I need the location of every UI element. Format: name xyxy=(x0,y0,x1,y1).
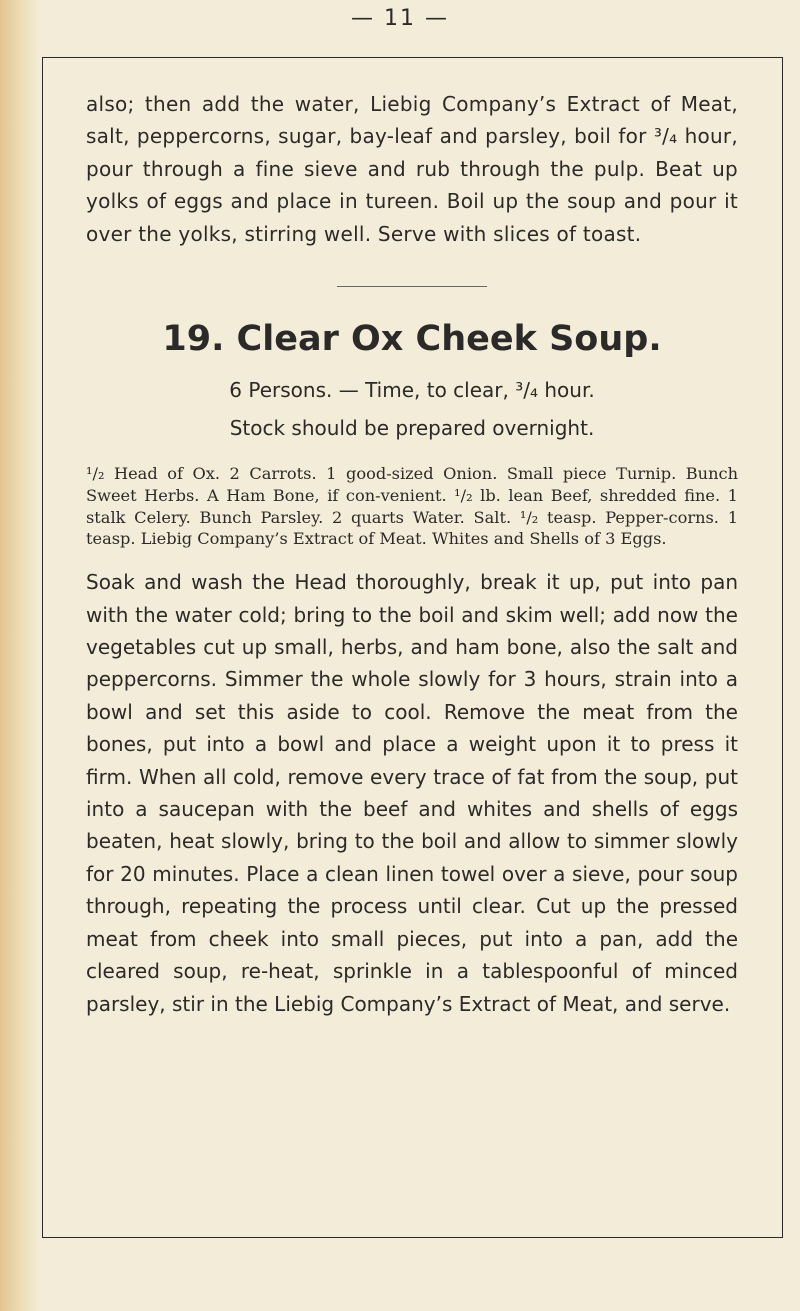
intro-paragraph: also; then add the water, Liebig Company’s Extract of Meat, salt, peppercorns, sugar, bay-leaf and parsley, boil for ³/₄ hour, pour through a fine sieve and rub through the pulp. Beat up yolks of eggs and place in tureen. Boil up the soup and pour it over the yolks, stirring well. Serve with slices of toast. xyxy=(86,92,738,246)
servings-and-time: 6 Persons. — Time, to clear, ³/₄ hour. xyxy=(229,378,595,403)
page-content xyxy=(86,88,738,1020)
page-number: — 11 — xyxy=(351,6,449,31)
recipe-title: 19. Clear Ox Cheek Soup. xyxy=(162,319,662,360)
page-edge-shading xyxy=(0,0,40,1311)
section-divider xyxy=(337,286,487,287)
method-paragraph: Soak and wash the Head thoroughly, break it up, put into pan with the water cold; bring to the boil and skim well; add now the vegetables cut up small, herbs, and ham bone, also the salt and peppercorns. Simmer the whole slowly for 3 hours, strain into a bowl and set this aside to cool. Remove the meat from the bones, put into a bowl and place a weight upon it to press it firm. When all cold, remove every trace of fat from the soup, put into a saucepan with the beef and whites and shells of eggs beaten, heat slowly, bring to the boil and allow to simmer slowly for 20 minutes. Place a clean linen towel over a sieve, pour soup through, repeating the process until clear. Cut up the pressed meat from cheek into small pieces, put into a pan, add the cleared soup, re-heat, sprinkle in a tablespoonful of minced parsley, stir in the Liebig Company’s Extract of Meat, and serve. xyxy=(86,570,738,1016)
preparation-note: Stock should be prepared overnight. xyxy=(229,416,595,441)
ingredients-list: ¹/₂ Head of Ox. 2 Carrots. 1 good-sized Onion. Small piece Turnip. Bunch Sweet Herbs. A Ham Bone, if con-venient. ¹/₂ lb. lean Beef, shredded fine. 1 stalk Celery. Bunch Parsley. 2 quarts Water. Salt. ¹/₂ teasp. Pepper-corns. 1 teasp. Liebig Company’s Extract of Meat. Whites and Shells of 3 Eggs. xyxy=(86,464,738,549)
